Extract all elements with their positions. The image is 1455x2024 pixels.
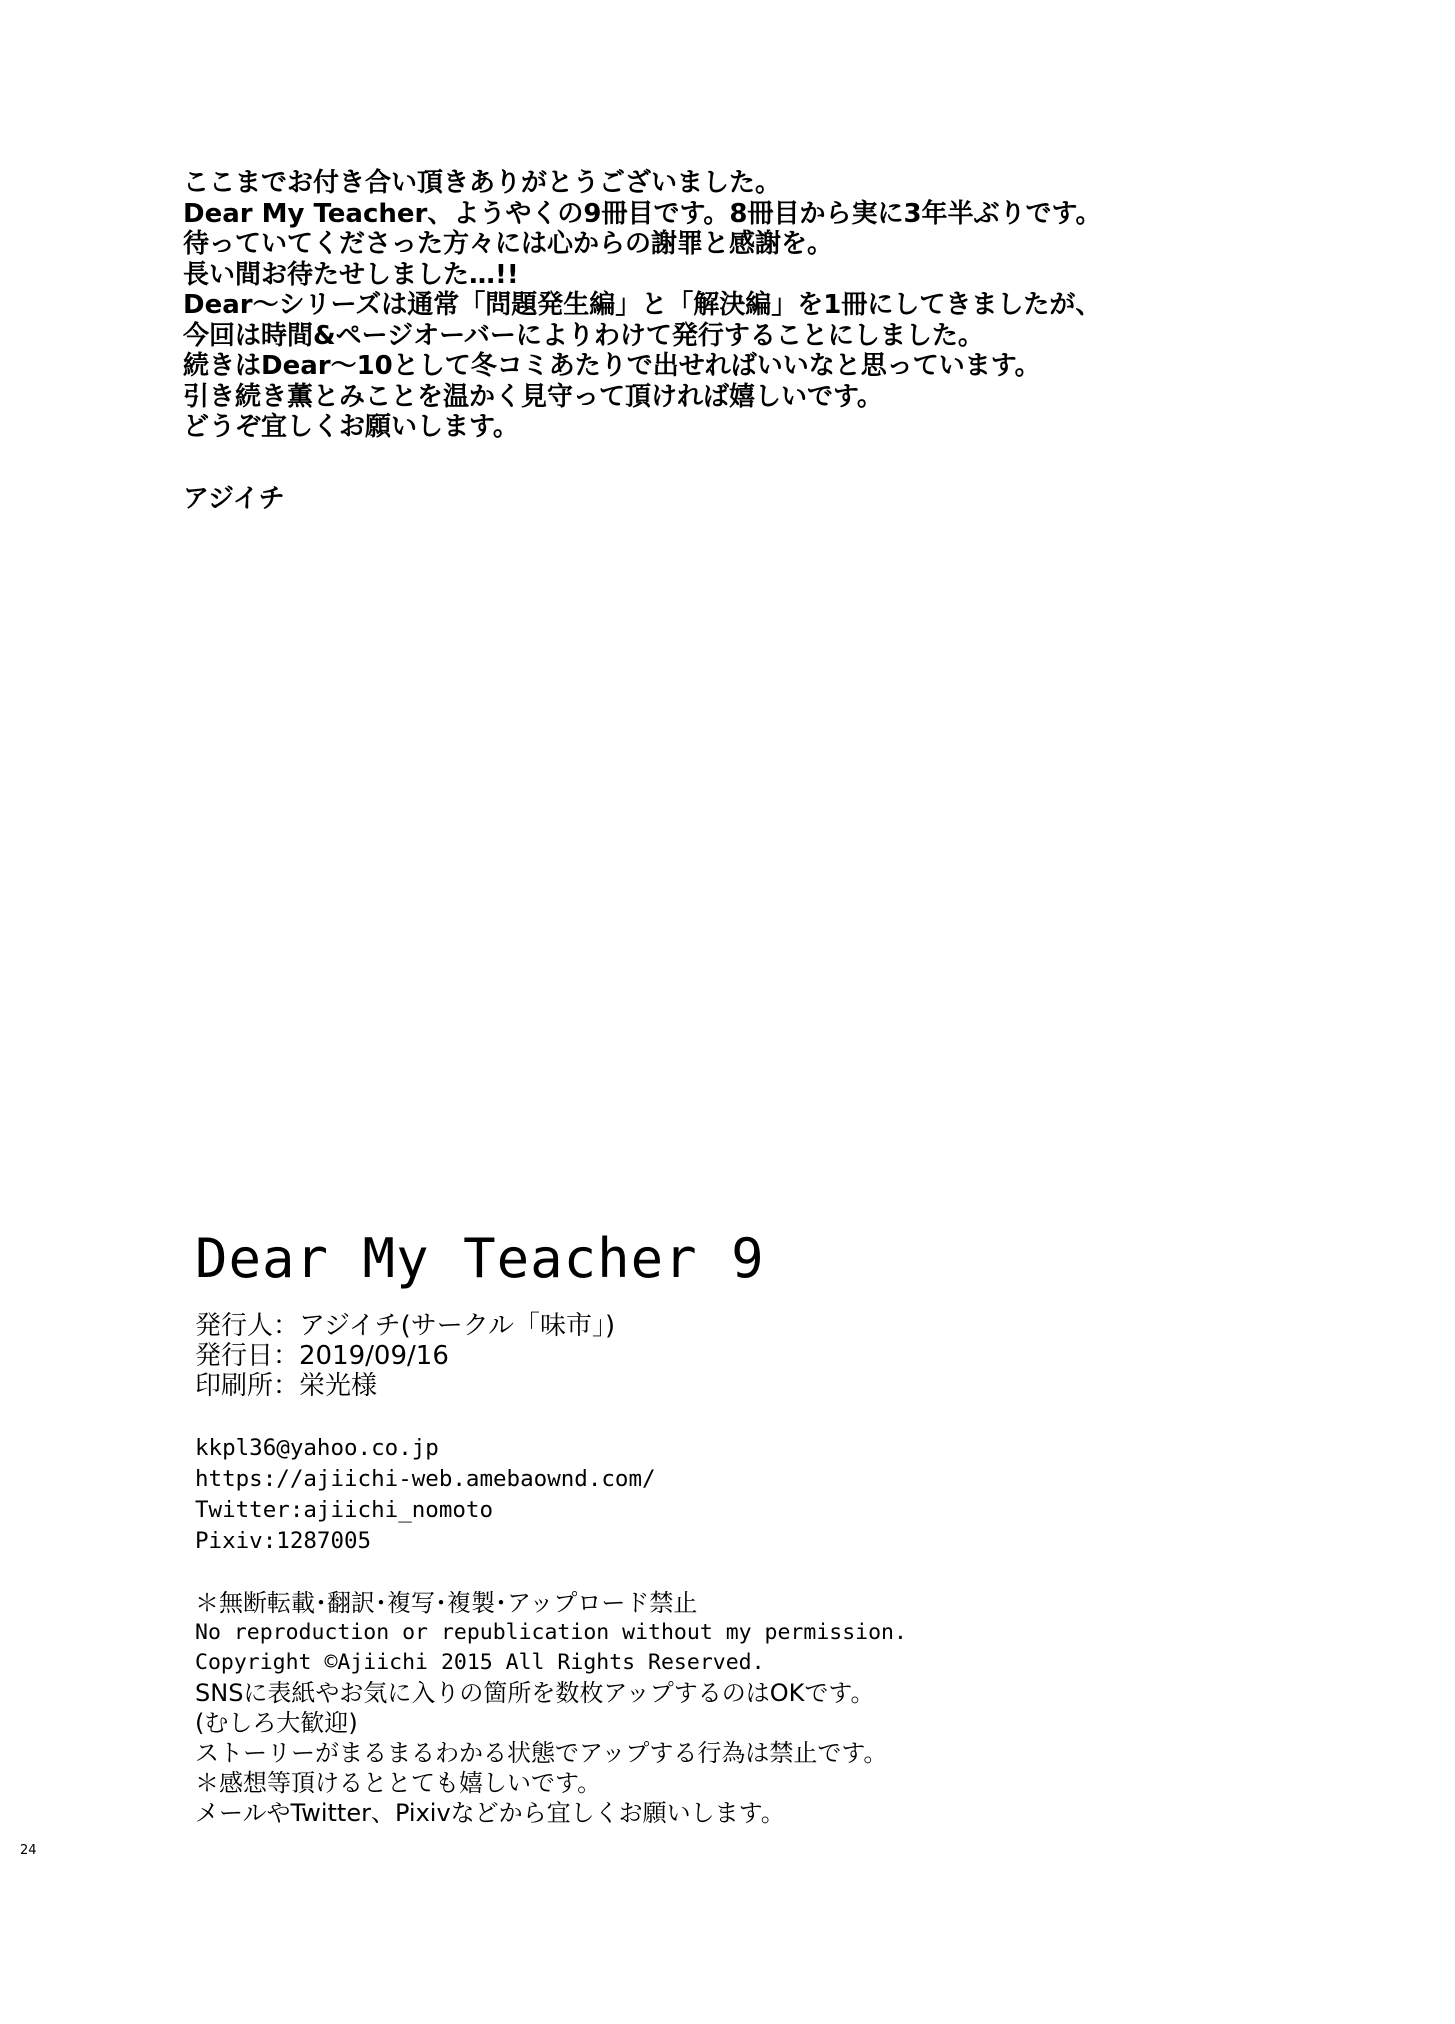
publication-info: [195, 1311, 1375, 1401]
afterword-line: ここまでお付き合い頂きありがとうございました。: [183, 168, 782, 198]
contact-info: [195, 1433, 1375, 1557]
colophon: [195, 1225, 1375, 1828]
author-signature: アジイチ: [183, 483, 285, 514]
page-number: 24: [20, 1843, 37, 1858]
afterword-line: 待っていてくださった方々には心からの謝罪と感謝を。: [183, 229, 834, 259]
feedback-note: ＊感想等頂けるととても嬉しいです。: [195, 1769, 602, 1797]
printer-line: 印刷所：栄光様: [195, 1371, 378, 1401]
publisher-line: 発行人：アジイチ(サークル「味市」): [195, 1311, 616, 1341]
publish-date-line: 発行日：2019/09/16: [195, 1341, 449, 1371]
story-upload-notice: ストーリーがまるまるわかる状態でアップする行為は禁止です。: [195, 1739, 888, 1767]
afterword-line: 続きはDear～10として冬コミあたりで出せればいいなと思っています。: [183, 351, 1041, 381]
afterword-line: 今回は時間&ページオーバーによりわけて発行することにしました。: [183, 320, 984, 351]
afterword-line: Dear My Teacher、ようやくの9冊目です。8冊目から実に3年半ぶりです。: [183, 198, 1102, 229]
afterword-line: 引き続き薫とみことを温かく見守って頂ければ嬉しいです。: [183, 381, 883, 412]
email-address: kkpl36@yahoo.co.jp: [195, 1435, 439, 1461]
pixiv-id: Pixiv:1287005: [195, 1528, 372, 1554]
book-title: Dear My Teacher 9: [195, 1227, 765, 1290]
afterword-line: Dear～シリーズは通常「問題発生編」と「解決編」を1冊にしてきましたが、: [183, 290, 1102, 320]
copyright-notice: Copyright ©Ajiichi 2015 All Rights Reserved.: [195, 1650, 765, 1675]
website-url: https://ajiichi-web.amebaownd.com/: [195, 1466, 656, 1492]
prohibition-notice-jp: ＊無断転載･翻訳･複写･複製･アップロード禁止: [195, 1589, 698, 1617]
sns-notice: SNSに表紙やお気に入りの箇所を数枚アップするのはOKです。: [195, 1679, 875, 1707]
welcome-note: (むしろ大歓迎): [195, 1709, 358, 1737]
afterword-line: 長い間お待たせしました…!!: [183, 259, 519, 290]
notices: [195, 1588, 1375, 1828]
prohibition-notice-en: No reproduction or republication without my permission.: [195, 1620, 907, 1645]
contact-note: メールやTwitter、Pixivなどから宜しくお願いします。: [195, 1799, 785, 1827]
twitter-handle: Twitter:ajiichi_nomoto: [195, 1497, 494, 1523]
afterword-line: どうぞ宜しくお願いします。: [183, 412, 519, 442]
afterword: [183, 168, 1363, 514]
